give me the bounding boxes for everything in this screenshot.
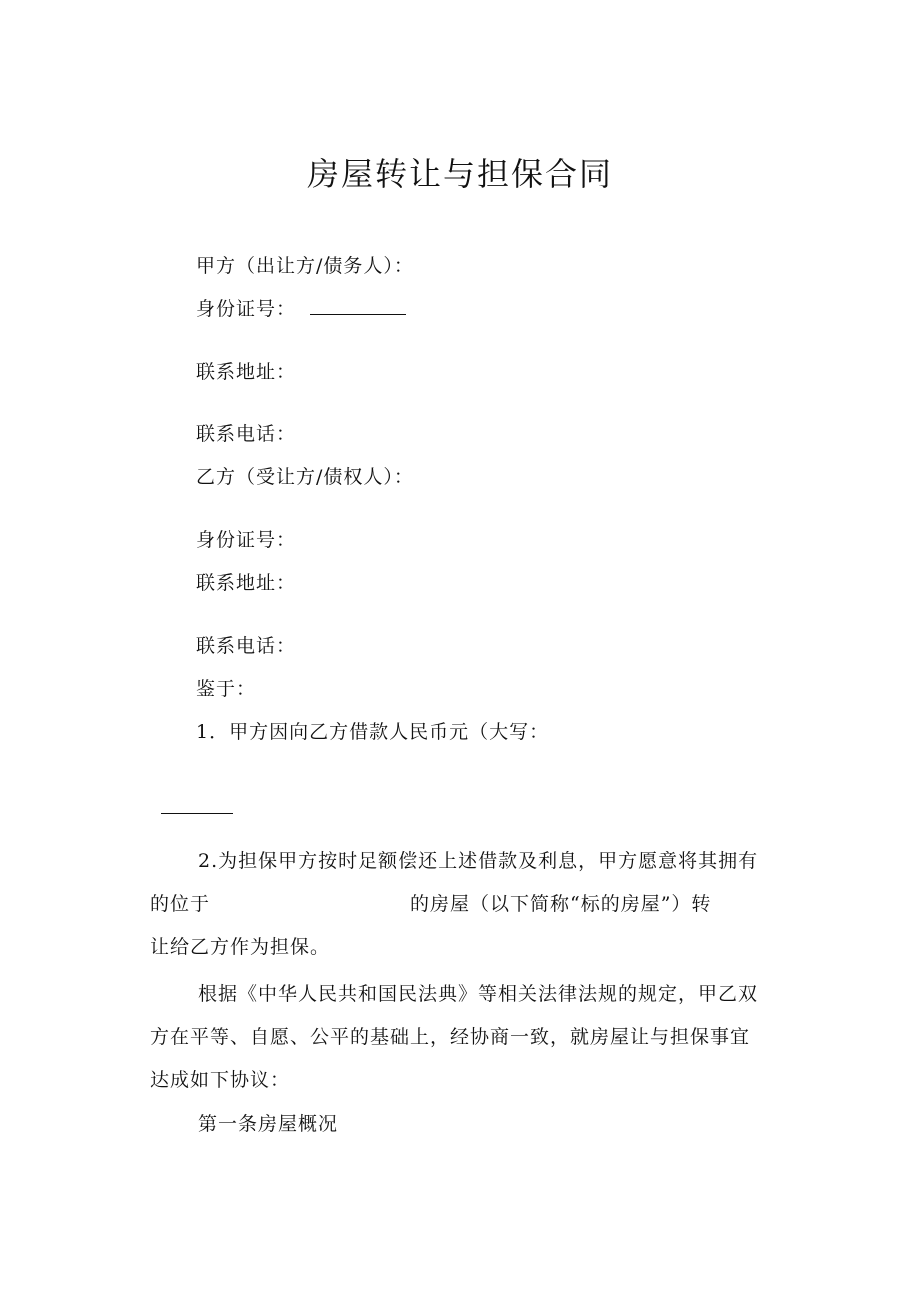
party-b-address-label: 联系地址： <box>196 572 297 594</box>
party-a-id-blank <box>310 314 406 315</box>
party-b-phone-label: 联系电话： <box>196 635 297 657</box>
party-a-heading: 甲方（出让方/债务人）： <box>196 255 414 277</box>
party-a-address-label: 联系地址： <box>196 361 297 383</box>
whereas-item-1: 1．甲方因向乙方借款人民币元（大写： <box>196 721 550 743</box>
basis-line-2: 方在平等、自愿、公平的基础上，经协商一致，就房屋让与担保事宜 <box>150 1026 751 1048</box>
party-a-phone-label: 联系电话： <box>196 423 297 445</box>
whereas-item-2-line-2a: 的位于 <box>150 893 211 915</box>
article-1-heading: 第一条房屋概况 <box>198 1113 339 1135</box>
basis-line-1: 根据《中华人民共和国民法典》等相关法律法规的规定，甲乙双 <box>198 983 759 1005</box>
whereas-item-2-line-3: 让给乙方作为担保。 <box>150 936 331 958</box>
whereas-item-2-line-1: 2.为担保甲方按时足额偿还上述借款及利息，甲方愿意将其拥有 <box>198 850 759 872</box>
document-title: 房屋转让与担保合同 <box>306 155 613 193</box>
item-1-blank <box>161 813 233 814</box>
basis-line-3: 达成如下协议： <box>150 1069 291 1091</box>
party-b-id-label: 身份证号： <box>196 529 297 551</box>
whereas-label: 鉴于： <box>196 678 257 700</box>
party-b-heading: 乙方（受让方/债权人）： <box>196 466 414 488</box>
party-a-id-label: 身份证号： <box>196 298 297 320</box>
party-a-id-row <box>196 295 406 323</box>
whereas-item-2-line-2b: 的房屋（以下简称“标的房屋”）转 <box>410 893 712 915</box>
